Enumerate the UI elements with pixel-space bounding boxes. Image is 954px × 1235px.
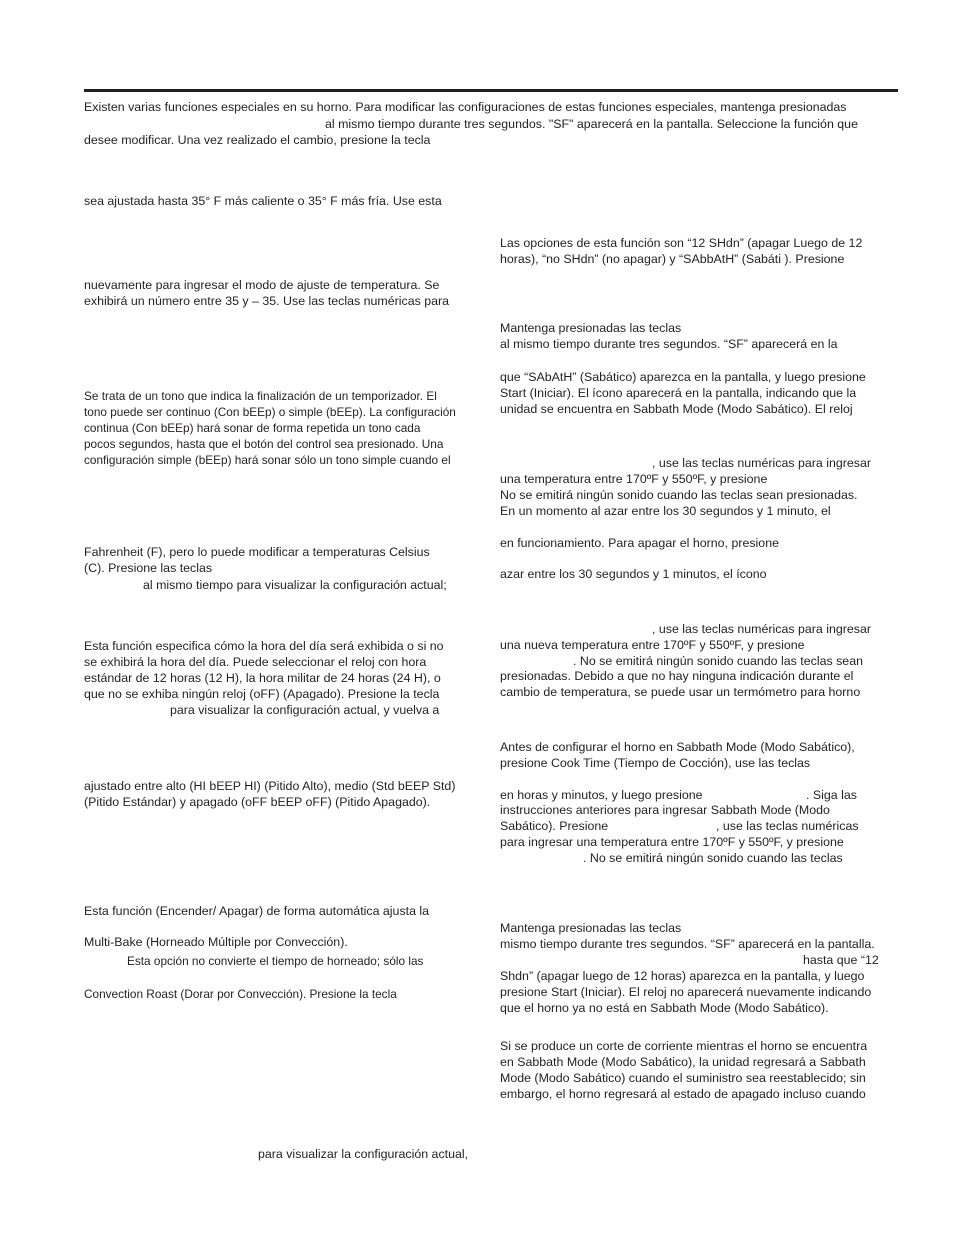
sabbath-exit-line: presione Start (Iniciar). El reloj no aparecerá nuevamente indicando (500, 985, 872, 999)
power-outage-line: embargo, el horno regresará al estado de apagado incluso cuando (500, 1087, 866, 1101)
sabbath-start-line: , use las teclas numéricas para ingresar (652, 456, 872, 470)
sabbath-set-line: al mismo tiempo durante tres segundos. “SF” aparecerá en la (500, 337, 838, 351)
auto-recipe-line: Multi-Bake (Horneado Múltiple por Convección). (84, 935, 348, 949)
intro-line: Existen varias funciones especiales en su horno. Para modificar las configuraciones de estas funciones especiales, mantenga presionadas (84, 100, 847, 114)
fahrenheit-line: (C). Presione las teclas (84, 561, 213, 575)
sabbath-adjust-line: una nueva temperatura entre 170ºF y 550ºF, y presione (500, 638, 805, 652)
power-outage-line: Si se produce un corte de corriente mientras el horno se encuentra (500, 1039, 868, 1053)
temp-adjust-line: sea ajustada hasta 35° F más caliente o 35° F más fría. Use esta (84, 194, 442, 208)
sabbath-exit-line: mismo tiempo durante tres segundos. “SF” aparecerá en la pantalla. (500, 937, 875, 951)
sabbath-start-line: En un momento al azar entre los 30 segundos y 1 minuto, el (500, 504, 831, 518)
intro-line: al mismo tiempo durante tres segundos. "SF" aparecerá en la pantalla. Seleccione la función que (325, 117, 858, 131)
sabbath-start-line: una temperatura entre 170ºF y 550ºF, y presione (500, 472, 768, 486)
auto-recipe-line: Convection Roast (Dorar por Convección). Presione la tecla (84, 987, 397, 1001)
sabbath-start-line: azar entre los 30 segundos y 1 minutos, el ícono (500, 567, 767, 581)
sabbath-timed-line: para ingresar una temperatura entre 170ºF y 550ºF, y presione (500, 835, 844, 849)
end-tone-line: Se trata de un tono que indica la finalización de un temporizador. El (84, 389, 437, 403)
end-tone-line: continua (Con bEEp) hará sonar de forma repetida un tono cada (84, 421, 421, 435)
auto-recipe-line: Esta función (Encender/ Apagar) de forma automática ajusta la (84, 904, 430, 918)
sabbath-adjust-line: cambio de temperatura, se puede usar un termómetro para horno (500, 685, 861, 699)
beeper-volume-line: (Pitido Estándar) y apagado (oFF bEEP oFF) (Pitido Apagado). (84, 795, 431, 809)
sabbath-adjust-line: . No se emitirá ningún sonido cuando las teclas sean (573, 654, 863, 668)
sabbath-timed-line: . No se emitirá ningún sonido cuando las teclas (583, 851, 843, 865)
auto-shutoff-line: horas), “no SHdn” (no apagar) y “SAbbAtH” (Sabáti ). Presione (500, 252, 845, 266)
fahrenheit-line: al mismo tiempo para visualizar la configuración actual; (143, 578, 447, 592)
clock-display-line: que no se exhiba ningún reloj (oFF) (Apagado). Presione la tecla (84, 687, 440, 701)
intro-line: desee modificar. Una vez realizado el cambio, presione la tecla (84, 133, 431, 147)
auto-recipe-line: para visualizar la configuración actual, (258, 1147, 469, 1161)
auto-shutoff-line: Las opciones de esta función son “12 SHdn” (apagar Luego de 12 (500, 236, 863, 250)
sabbath-start-line: No se emitirá ningún sonido cuando las teclas sean presionadas. (500, 488, 858, 502)
clock-display-line: se exhibirá la hora del día. Puede seleccionar el reloj con hora (84, 655, 427, 669)
fahrenheit-line: Fahrenheit (F), pero lo puede modificar a temperaturas Celsius (84, 545, 430, 559)
power-outage-line: en Sabbath Mode (Modo Sabático), la unidad regresará a Sabbath (500, 1055, 866, 1069)
sabbath-timed-line: . Siga las (806, 788, 857, 802)
sabbath-exit-line: que el horno ya no está en Sabbath Mode (Modo Sabático). (500, 1001, 829, 1015)
sabbath-set-line: Start (Iniciar). El ícono aparecerá en la pantalla, indicando que la (500, 386, 857, 400)
sabbath-adjust-line: presionadas. Debido a que no hay ninguna indicación durante el (500, 669, 854, 683)
sabbath-exit-line: Shdn” (apagar luego de 12 horas) aparezca en la pantalla, y luego (500, 969, 865, 983)
sabbath-timed-line: presione Cook Time (Tiempo de Cocción), use las teclas (500, 756, 811, 770)
sabbath-set-line: unidad se encuentra en Sabbath Mode (Modo Sabático). El reloj (500, 402, 853, 416)
sabbath-exit-line: hasta que “12 (803, 953, 879, 967)
sabbath-start-line: en funcionamiento. Para apagar el horno, presione (500, 536, 779, 550)
power-outage-line: Mode (Modo Sabático) cuando el suministro sea reestablecido; sin (500, 1071, 866, 1085)
temp-adjust-line: nuevamente para ingresar el modo de ajuste de temperatura. Se (84, 278, 440, 292)
end-tone-line: tono puede ser continuo (Con bEEp) o simple (bEEp). La configuración (84, 405, 456, 419)
auto-recipe-line: Esta opción no convierte el tiempo de horneado; sólo las (127, 954, 424, 968)
sabbath-set-line: Mantenga presionadas las teclas (500, 321, 682, 335)
clock-display-line: estándar de 12 horas (12 H), la hora militar de 24 horas (24 H), o (84, 671, 441, 685)
end-tone-line: pocos segundos, hasta que el botón del control sea presionado. Una (84, 437, 444, 451)
sabbath-timed-line: , use las teclas numéricas (716, 819, 859, 833)
beeper-volume-line: ajustado entre alto (HI bEEP HI) (Pitido Alto), medio (Std bEEP Std) (84, 779, 456, 793)
sabbath-timed-line: en horas y minutos, y luego presione (500, 788, 703, 802)
sabbath-exit-line: Mantenga presionadas las teclas (500, 921, 682, 935)
sabbath-adjust-line: , use las teclas numéricas para ingresar (652, 622, 872, 636)
sabbath-timed-line: Sabático). Presione (500, 819, 609, 833)
sabbath-timed-line: Antes de configurar el horno en Sabbath Mode (Modo Sabático), (500, 740, 855, 754)
clock-display-line: Esta función especifica cómo la hora del día será exhibida o si no (84, 639, 444, 653)
clock-display-line: para visualizar la configuración actual, y vuelva a (170, 703, 440, 717)
sabbath-timed-line: instrucciones anteriores para ingresar Sabbath Mode (Modo (500, 803, 830, 817)
sabbath-set-line: que “SAbAtH” (Sabático) aparezca en la pantalla, y luego presione (500, 370, 866, 384)
end-tone-line: configuración simple (bEEp) hará sonar sólo un tono simple cuando el (84, 453, 451, 467)
header-rule (84, 89, 898, 92)
temp-adjust-line: exhibirá un número entre 35 y – 35. Use las teclas numéricas para (84, 294, 450, 308)
